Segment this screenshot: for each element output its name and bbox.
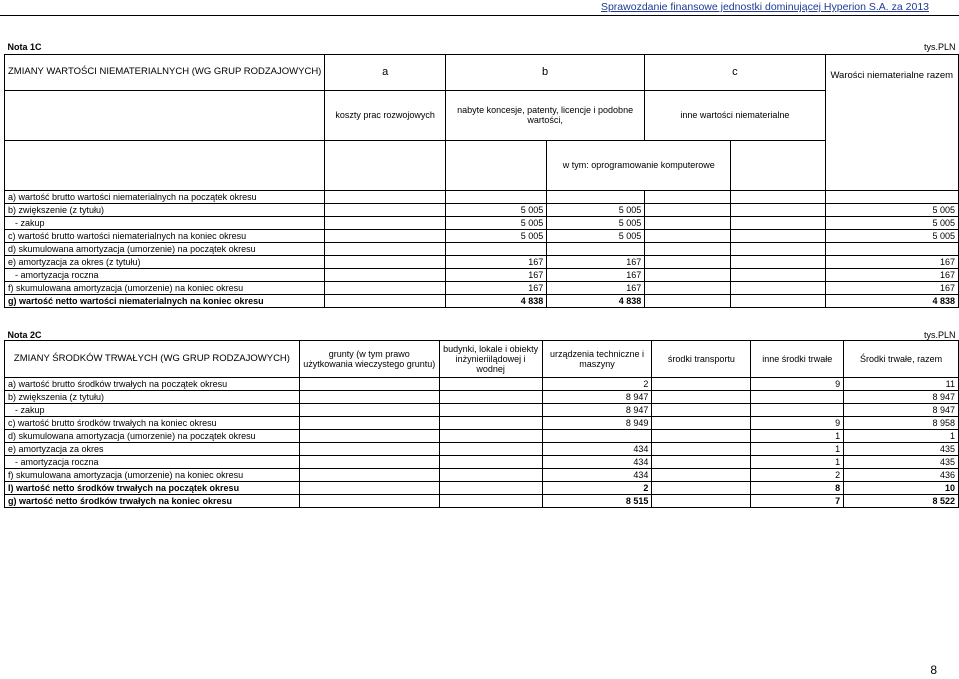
value-land <box>299 494 439 507</box>
value-land <box>299 403 439 416</box>
row-label: - zakup <box>5 216 325 229</box>
value-vehicles <box>652 442 751 455</box>
value-land <box>299 377 439 390</box>
table-row <box>5 455 959 468</box>
value-machinery: 434 <box>542 442 652 455</box>
table-row <box>5 494 959 507</box>
value-vehicles <box>652 390 751 403</box>
fixed-assets-table <box>4 325 959 508</box>
row-label: d) skumulowana amortyzacja (umorzenie) na początek okresu <box>5 429 300 442</box>
row-label: f) skumulowana amortyzacja (umorzenie) na koniec okresu <box>5 281 325 294</box>
value-other-fixed-assets: 7 <box>751 494 844 507</box>
table-row <box>5 255 959 268</box>
value-licenses: 167 <box>445 268 546 281</box>
value-total: 5 005 <box>825 203 958 216</box>
value-software: 4 838 <box>547 294 645 307</box>
value-other-fixed-assets: 1 <box>751 442 844 455</box>
table-row <box>5 268 959 281</box>
table-row <box>5 216 959 229</box>
col-header-total: Środki trwałe, razem <box>844 340 959 377</box>
value-development-costs <box>325 255 446 268</box>
table-row <box>5 468 959 481</box>
value-buildings <box>439 455 542 468</box>
value-development-costs <box>325 216 446 229</box>
row-label: a) wartość brutto wartości niematerialnych na początek okresu <box>5 190 325 203</box>
value-machinery: 8 949 <box>542 416 652 429</box>
value-buildings <box>439 377 542 390</box>
row-label: - amortyzacja roczna <box>5 455 300 468</box>
value-other-intangibles <box>645 268 731 281</box>
value-buildings <box>439 468 542 481</box>
value-machinery: 2 <box>542 481 652 494</box>
value-total: 8 522 <box>844 494 959 507</box>
row-label: c) wartość brutto wartości niematerialnych na koniec okresu <box>5 229 325 242</box>
value-buildings <box>439 416 542 429</box>
value-development-costs <box>325 190 446 203</box>
table-row <box>5 429 959 442</box>
value-total: 167 <box>825 281 958 294</box>
value-total: 11 <box>844 377 959 390</box>
value-licenses: 4 838 <box>445 294 546 307</box>
value-vehicles <box>652 416 751 429</box>
value-total: 8 947 <box>844 390 959 403</box>
table-row <box>5 442 959 455</box>
value-software: 5 005 <box>547 203 645 216</box>
value-machinery: 8 947 <box>542 403 652 416</box>
value-total: 4 838 <box>825 294 958 307</box>
value-land <box>299 455 439 468</box>
value-vehicles <box>652 403 751 416</box>
value-buildings <box>439 442 542 455</box>
value-vehicles <box>652 468 751 481</box>
note-title: Nota 1C <box>7 42 42 53</box>
value-vehicles <box>652 377 751 390</box>
row-label: c) wartość brutto środków trwałych na koniec okresu <box>5 416 300 429</box>
value-other-intangibles <box>645 294 731 307</box>
value-total: 8 947 <box>844 403 959 416</box>
value-other-intangibles <box>645 281 731 294</box>
col-header-vehicles: środki transportu <box>652 340 751 377</box>
col-header-machinery: urządzenia techniczne i maszyny <box>542 340 652 377</box>
value-software: 167 <box>547 268 645 281</box>
value-other-intangibles <box>645 190 731 203</box>
page-number: 8 <box>930 663 937 677</box>
value-blank <box>731 190 825 203</box>
col-header-other-intangibles: inne wartości niematerialne <box>645 90 825 140</box>
col-letter-a: a <box>325 54 446 90</box>
row-label: d) skumulowana amortyzacja (umorzenie) na początek okresu <box>5 242 325 255</box>
value-development-costs <box>325 281 446 294</box>
value-licenses: 167 <box>445 281 546 294</box>
value-machinery: 8 947 <box>542 390 652 403</box>
value-land <box>299 390 439 403</box>
value-total: 167 <box>825 268 958 281</box>
value-machinery: 434 <box>542 455 652 468</box>
value-blank <box>731 229 825 242</box>
value-other-fixed-assets: 9 <box>751 377 844 390</box>
col-header-software: w tym: oprogramowanie komputerowe <box>547 140 731 190</box>
value-vehicles <box>652 455 751 468</box>
value-land <box>299 416 439 429</box>
unit-label: tys.PLN <box>923 42 956 53</box>
row-label: - zakup <box>5 403 300 416</box>
row-label: g) wartość netto środków trwałych na koniec okresu <box>5 494 300 507</box>
value-other-fixed-assets: 1 <box>751 455 844 468</box>
value-other-fixed-assets: 8 <box>751 481 844 494</box>
table-row <box>5 377 959 390</box>
value-software: 167 <box>547 281 645 294</box>
value-buildings <box>439 429 542 442</box>
value-other-intangibles <box>645 216 731 229</box>
value-total <box>825 242 958 255</box>
value-total: 10 <box>844 481 959 494</box>
row-label: b) zwiększenia (z tytułu) <box>5 390 300 403</box>
value-total: 5 005 <box>825 229 958 242</box>
intangibles-table <box>4 41 959 308</box>
value-machinery: 434 <box>542 468 652 481</box>
value-buildings <box>439 403 542 416</box>
value-development-costs <box>325 294 446 307</box>
value-development-costs <box>325 268 446 281</box>
row-label: e) amortyzacja za okres (z tytułu) <box>5 255 325 268</box>
value-total: 1 <box>844 429 959 442</box>
value-vehicles <box>652 494 751 507</box>
value-total <box>825 190 958 203</box>
value-total: 5 005 <box>825 216 958 229</box>
col-header-buildings: budynki, lokale i obiekty inżynieriilądowej i wodnej <box>439 340 542 377</box>
value-land <box>299 429 439 442</box>
value-software <box>547 242 645 255</box>
table-row <box>5 390 959 403</box>
row-label: b) zwiększenie (z tytułu) <box>5 203 325 216</box>
value-licenses: 167 <box>445 255 546 268</box>
value-blank <box>731 216 825 229</box>
value-other-fixed-assets: 2 <box>751 468 844 481</box>
col-header-total: Warości niematerialne razem <box>825 54 958 190</box>
table-heading: ZMIANY WARTOŚCI NIEMATERIALNYCH (WG GRUP RODZAJOWYCH) <box>5 54 325 90</box>
note-title: Nota 2C <box>7 329 42 340</box>
value-software: 5 005 <box>547 229 645 242</box>
value-blank <box>731 203 825 216</box>
row-label: f) skumulowana amortyzacja (umorzenie) na koniec okresu <box>5 468 300 481</box>
table-row <box>5 294 959 307</box>
value-total: 436 <box>844 468 959 481</box>
value-buildings <box>439 390 542 403</box>
col-header-licenses: nabyte koncesje, patenty, licencje i podobne wartości, <box>445 90 644 140</box>
value-licenses <box>445 242 546 255</box>
value-blank <box>731 268 825 281</box>
col-header-land: grunty (w tym prawo użytkowania wieczystego gruntu) <box>299 340 439 377</box>
value-other-intangibles <box>645 255 731 268</box>
value-vehicles <box>652 481 751 494</box>
value-other-intangibles <box>645 229 731 242</box>
value-licenses <box>445 190 546 203</box>
value-other-intangibles <box>645 242 731 255</box>
report-header-title[interactable]: Sprawozdanie finansowe jednostki dominującej Hyperion S.A. za 2013 <box>600 1 929 13</box>
value-software: 167 <box>547 255 645 268</box>
value-development-costs <box>325 229 446 242</box>
value-total: 435 <box>844 455 959 468</box>
table-row <box>5 481 959 494</box>
header-divider <box>0 15 959 16</box>
table-row <box>5 403 959 416</box>
table-row <box>5 229 959 242</box>
value-other-intangibles <box>645 203 731 216</box>
value-total: 8 958 <box>844 416 959 429</box>
value-total: 435 <box>844 442 959 455</box>
value-other-fixed-assets: 9 <box>751 416 844 429</box>
value-machinery: 2 <box>542 377 652 390</box>
value-other-fixed-assets <box>751 390 844 403</box>
table-row <box>5 281 959 294</box>
row-label: a) wartość brutto środków trwałych na początek okresu <box>5 377 300 390</box>
table-row <box>5 203 959 216</box>
row-label: I) wartość netto środków trwałych na początek okresu <box>5 481 300 494</box>
value-total: 167 <box>825 255 958 268</box>
value-machinery: 8 515 <box>542 494 652 507</box>
value-licenses: 5 005 <box>445 216 546 229</box>
unit-label: tys.PLN <box>923 329 956 340</box>
value-blank <box>731 255 825 268</box>
value-blank <box>731 294 825 307</box>
value-land <box>299 481 439 494</box>
col-letter-c: c <box>645 54 825 90</box>
value-other-fixed-assets: 1 <box>751 429 844 442</box>
value-vehicles <box>652 429 751 442</box>
table-row <box>5 190 959 203</box>
value-development-costs <box>325 242 446 255</box>
value-buildings <box>439 481 542 494</box>
value-licenses: 5 005 <box>445 229 546 242</box>
row-label: e) amortyzacja za okres <box>5 442 300 455</box>
value-buildings <box>439 494 542 507</box>
table-row <box>5 416 959 429</box>
row-label: g) wartość netto wartości niematerialnych na koniec okresu <box>5 294 325 307</box>
value-software <box>547 190 645 203</box>
value-other-fixed-assets <box>751 403 844 416</box>
value-blank <box>731 242 825 255</box>
value-land <box>299 442 439 455</box>
col-letter-b: b <box>445 54 644 90</box>
value-software: 5 005 <box>547 216 645 229</box>
table-heading: ZMIANY ŚRODKÓW TRWAŁYCH (WG GRUP RODZAJOWYCH) <box>5 340 300 377</box>
value-development-costs <box>325 203 446 216</box>
value-blank <box>731 281 825 294</box>
value-machinery <box>542 429 652 442</box>
value-land <box>299 468 439 481</box>
col-header-other-fixed-assets: inne środki trwałe <box>751 340 844 377</box>
value-licenses: 5 005 <box>445 203 546 216</box>
row-label: - amortyzacja roczna <box>5 268 325 281</box>
table-row <box>5 242 959 255</box>
col-header-development-costs: koszty prac rozwojowych <box>325 90 446 140</box>
